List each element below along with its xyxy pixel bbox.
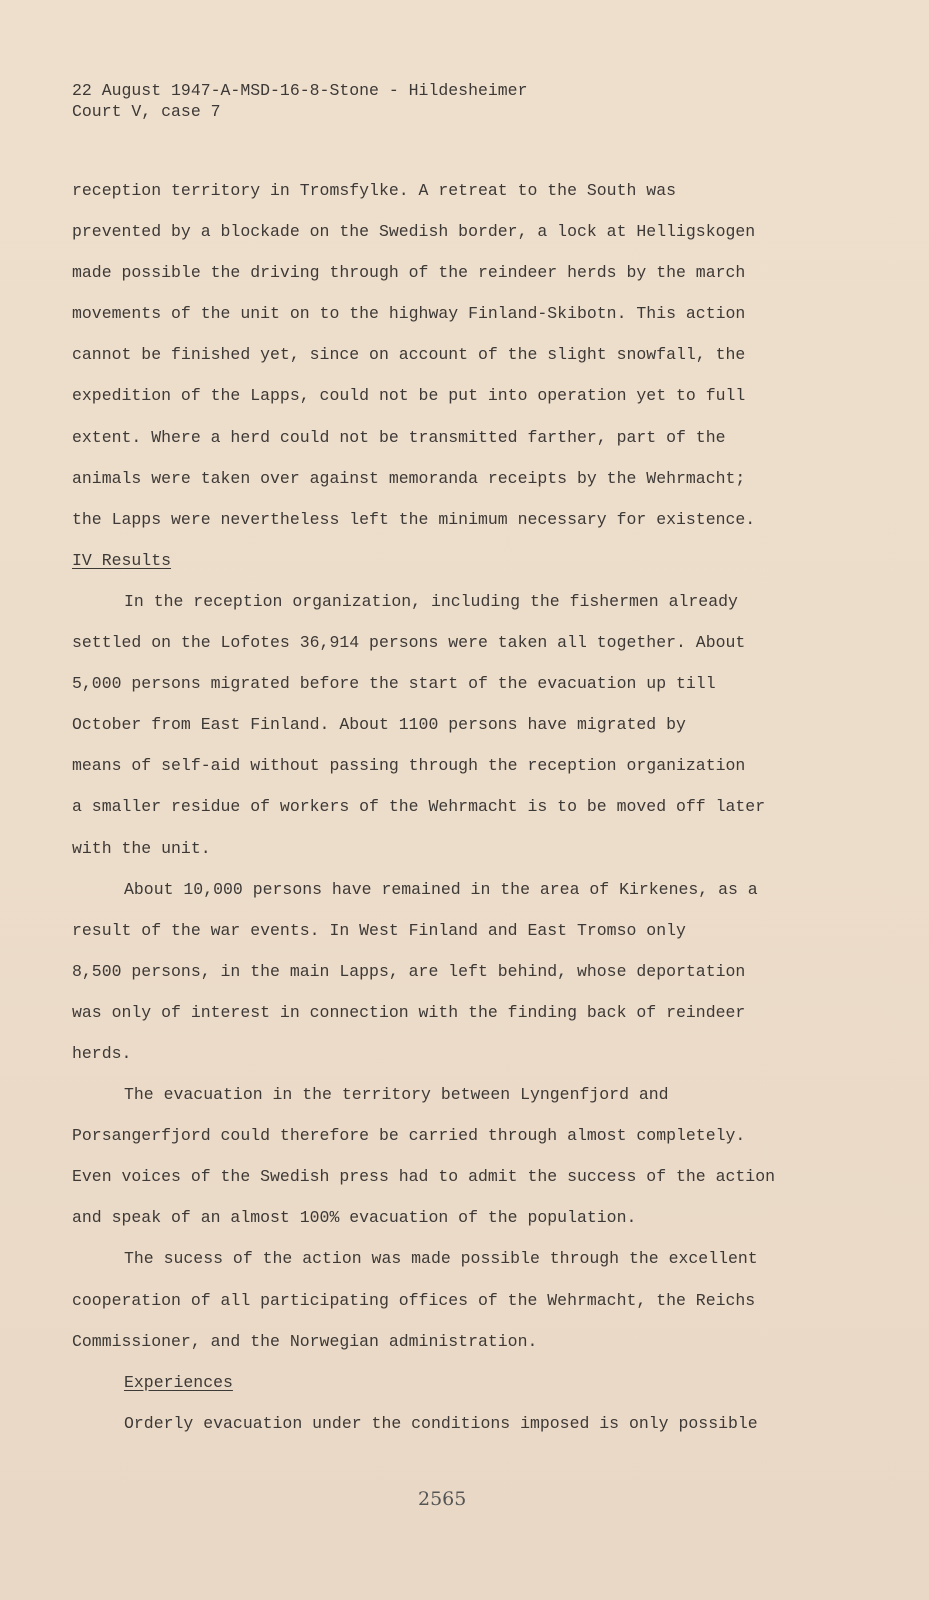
- text-line: settled on the Lofotes 36,914 persons were taken all together. About: [72, 633, 746, 653]
- text-line: expedition of the Lapps, could not be put into operation yet to full: [72, 386, 746, 406]
- section-heading-experiences: Experiences: [124, 1372, 233, 1392]
- text-line: animals were taken over against memoranda receipts by the Wehrmacht;: [72, 468, 746, 488]
- header-date-line: 22 August 1947-A-MSD-16-8-Stone - Hildesheimer: [72, 81, 528, 100]
- text-line: In the reception organization, including the fishermen already: [124, 591, 738, 611]
- text-line: and speak of an almost 100% evacuation of the population.: [72, 1208, 637, 1228]
- text-line: 8,500 persons, in the main Lapps, are left behind, whose deportation: [72, 961, 746, 981]
- text-line: The sucess of the action was made possible through the excellent: [124, 1249, 758, 1269]
- text-line: cooperation of all participating offices of the Wehrmacht, the Reichs: [72, 1290, 756, 1310]
- text-line: Commissioner, and the Norwegian administration.: [72, 1331, 538, 1351]
- text-line: means of self-aid without passing through the reception organization: [72, 756, 746, 776]
- text-line: extent. Where a herd could not be transmitted farther, part of the: [72, 427, 726, 447]
- header-court-line: Court V, case 7: [72, 102, 221, 121]
- document-body: [72, 180, 862, 1454]
- text-line: reception territory in Tromsfylke. A retreat to the South was: [72, 181, 676, 200]
- text-line: herds.: [72, 1043, 132, 1063]
- section-heading-results: IV Results: [72, 550, 172, 570]
- text-line: movements of the unit on to the highway Finland-Skibotn. This action: [72, 304, 746, 324]
- text-line: prevented by a blockade on the Swedish border, a lock at Helligskogen: [72, 222, 756, 242]
- text-line: 5,000 persons migrated before the start of the evacuation up till: [72, 674, 716, 694]
- text-line: the Lapps were nevertheless left the minimum necessary for existence.: [72, 509, 756, 529]
- text-line: Porsangerfjord could therefore be carried through almost completely.: [72, 1126, 746, 1146]
- text-line: Even voices of the Swedish press had to admit the success of the action: [72, 1167, 776, 1187]
- text-line: About 10,000 persons have remained in the area of Kirkenes, as a: [124, 879, 758, 899]
- text-line: with the unit.: [72, 838, 211, 858]
- text-line: October from East Finland. About 1100 persons have migrated by: [72, 715, 686, 735]
- text-line: cannot be finished yet, since on account of the slight snowfall, the: [72, 345, 746, 365]
- text-line: The evacuation in the territory between Lyngenfjord and: [124, 1085, 669, 1105]
- text-line: a smaller residue of workers of the Wehrmacht is to be moved off later: [72, 797, 766, 817]
- text-line: made possible the driving through of the reindeer herds by the march: [72, 263, 746, 283]
- document-header: [72, 80, 527, 122]
- text-line: Orderly evacuation under the conditions imposed is only possible: [124, 1413, 758, 1433]
- text-line: result of the war events. In West Finland and East Tromso only: [72, 920, 686, 940]
- text-line: was only of interest in connection with the finding back of reindeer: [72, 1002, 746, 1022]
- page-number: 2565: [418, 1488, 467, 1510]
